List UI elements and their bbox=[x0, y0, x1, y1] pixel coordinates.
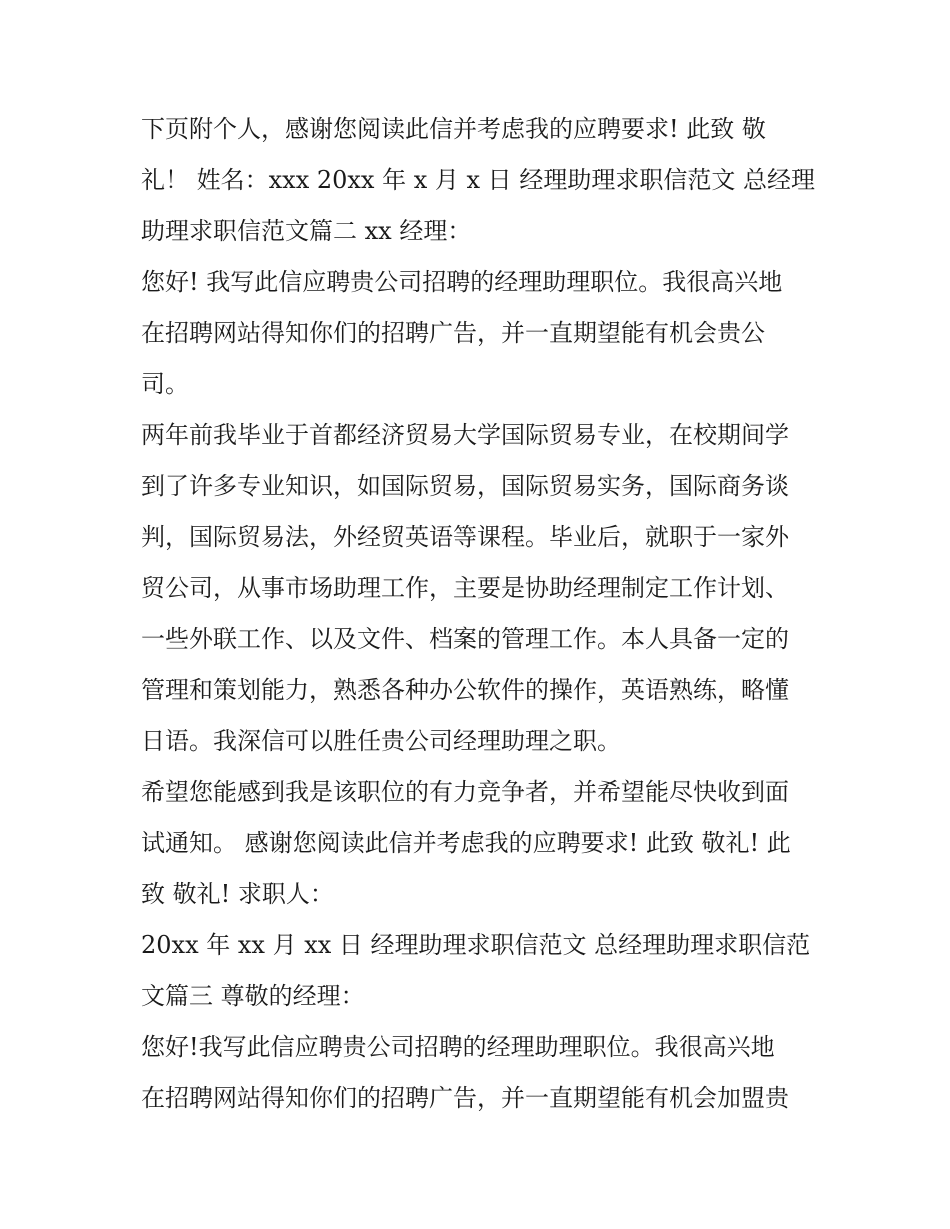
text-line: 两年前我毕业于首都经济贸易大学国际贸易专业，在校期间学 bbox=[141, 421, 789, 449]
text-line: 希望您能感到我是该职位的有力竞争者，并希望能尽快收到面 bbox=[141, 778, 789, 806]
text-line: 在招聘网站得知你们的招聘广告，并一直期望能有机会贵公 bbox=[141, 319, 765, 347]
text-line: 下页附个人，感谢您阅读此信并考虑我的应聘要求! 此致 敬 bbox=[141, 115, 766, 143]
text-line: 在招聘网站得知你们的招聘广告，并一直期望能有机会加盟贵 bbox=[141, 1084, 789, 1112]
text-line: 日语。我深信可以胜任贵公司经理助理之职。 bbox=[141, 727, 621, 755]
text-line: 您好! 我写此信应聘贵公司招聘的经理助理职位。我很高兴地 bbox=[141, 268, 783, 296]
text-line: 管理和策划能力，熟悉各种办公软件的操作，英语熟练，略懂 bbox=[141, 676, 789, 704]
text-line: 试通知。 感谢您阅读此信并考虑我的应聘要求! 此致 敬礼! 此 bbox=[141, 829, 791, 857]
text-line: 助理求职信范文篇二 xx 经理： bbox=[141, 217, 472, 245]
document-body bbox=[141, 104, 821, 1124]
text-line: 您好!我写此信应聘贵公司招聘的经理助理职位。我很高兴地 bbox=[141, 1033, 775, 1061]
text-line: 致 敬礼! 求职人： bbox=[141, 880, 334, 908]
text-line: 一些外联工作、以及文件、档案的管理工作。本人具备一定的 bbox=[141, 625, 789, 653]
text-line: 贸公司，从事市场助理工作，主要是协助经理制定工作计划、 bbox=[141, 574, 789, 602]
text-line: 司。 bbox=[141, 370, 189, 398]
text-line: 到了许多专业知识，如国际贸易，国际贸易实务，国际商务谈 bbox=[141, 472, 789, 500]
text-line: 判，国际贸易法，外经贸英语等课程。毕业后，就职于一家外 bbox=[141, 523, 789, 551]
text-line: 文篇三 尊敬的经理： bbox=[141, 982, 365, 1010]
text-line: 礼！ 姓名：xxx 20xx 年 x 月 x 日 经理助理求职信范文 总经理 bbox=[141, 166, 815, 194]
text-line: 20xx 年 xx 月 xx 日 经理助理求职信范文 总经理助理求职信范 bbox=[141, 931, 811, 959]
